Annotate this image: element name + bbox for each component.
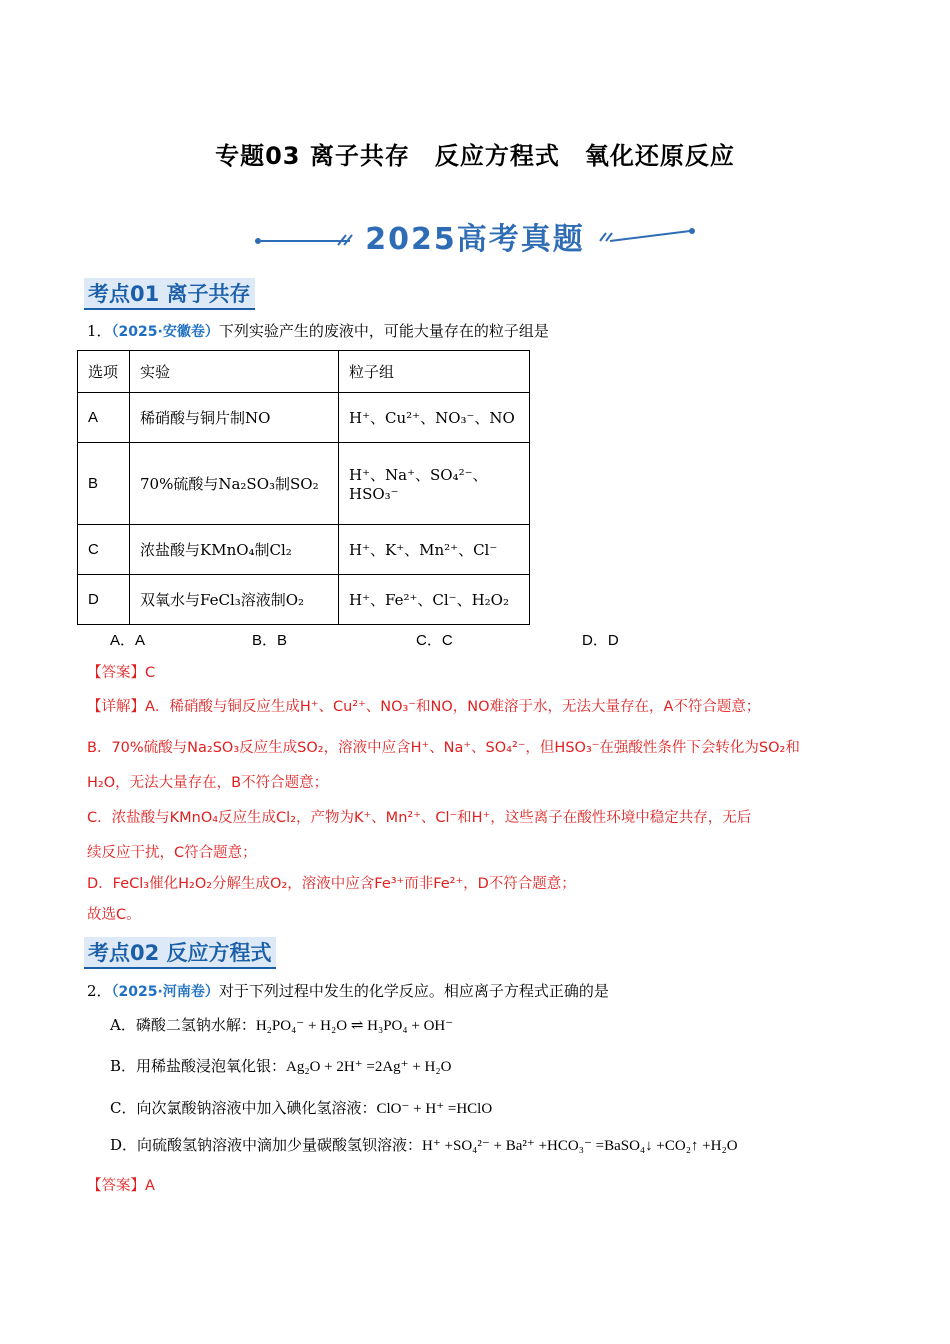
option-d [110,1134,738,1157]
question-2-stem [87,980,609,1003]
question-number: 2． [87,982,112,1000]
particle-table [77,350,530,625]
option-equation: ClO⁻ + H⁺ =HClO [376,1101,493,1117]
table-row [78,575,530,625]
table-cell: 双氧水与FeCl₃溶液制O₂ [130,575,339,625]
table-cell: 浓盐酸与KMnO₄制Cl₂ [130,525,339,575]
table-row [78,443,530,525]
question-source: （2025·安徽卷） [111,324,219,340]
detail-line: 【详解】A．稀硝酸与铜反应生成H⁺、Cu²⁺、NO₃⁻和NO，NO难溶于水，无法大量存在，A不符合题意； [87,699,761,715]
question-1-stem [87,320,549,343]
choice-d: D．D [582,632,619,649]
table-cell: H⁺、Cu²⁺、NO₃⁻、NO [339,393,530,443]
option-text: C．向次氯酸钠溶液中加入碘化氢溶液： [110,1099,377,1117]
question-source: （2025·河南卷） [111,984,219,1000]
table-cell: 稀硝酸与铜片制NO [130,393,339,443]
question-text: 对于下列过程中发生的化学反应。相应离子方程式正确的是 [218,982,609,1000]
section-heading-2: 考点02 反应方程式 [84,937,276,969]
option-b [110,1055,451,1078]
choice-b: B．B [252,632,288,649]
table-cell: D [78,575,130,625]
option-equation: Ag₂O + 2H⁺ =2Ag⁺ + H₂O [286,1059,452,1075]
table-cell: B [78,443,130,525]
choice-c: C．C [416,632,453,649]
option-text: D．向硫酸氢钠溶液中滴加少量碳酸氢钡溶液： [110,1136,423,1154]
question-number: 1． [87,322,112,340]
table-cell: H⁺、K⁺、Mn²⁺、Cl⁻ [339,525,530,575]
option-equation: H⁺ +SO₄²⁻ + Ba²⁺ +HCO₃⁻ =BaSO₄↓ +CO₂↑ +H₂O [422,1138,738,1154]
table-row [78,525,530,575]
option-equation: H₂PO₄⁻ + H₂O ⇌ H₃PO₄ + OH⁻ [255,1018,454,1034]
detail-line: B．70%硫酸与Na₂SO₃反应生成SO₂，溶液中应含H⁺、Na⁺、SO₄²⁻，但HSO₃⁻在强酸性条件下会转化为SO₂和 [87,740,800,756]
banner-title: 2025高考真题 [365,222,585,257]
table-cell: 70%硫酸与Na₂SO₃制SO₂ [130,443,339,525]
table-header: 实验 [130,351,339,393]
table-header: 粒子组 [339,351,530,393]
table-cell: A [78,393,130,443]
table-header: 选项 [78,351,130,393]
table-cell: H⁺、Na⁺、SO₄²⁻、HSO₃⁻ [339,443,530,525]
detail-line: 续反应干扰，C符合题意； [87,845,257,861]
table-header-row [78,351,530,393]
option-text: B．用稀盐酸浸泡氧化银： [110,1057,287,1075]
option-a [110,1014,453,1037]
option-text: A．磷酸二氢钠水解： [110,1016,256,1034]
question-text: 下列实验产生的废液中，可能大量存在的粒子组是 [218,322,549,340]
detail-line: H₂O，无法大量存在，B不符合题意； [87,775,329,791]
table-row [78,393,530,443]
page-title: 专题03 离子共存 反应方程式 氧化还原反应 [215,142,735,170]
answer-2: 【答案】A [87,1178,155,1194]
section-heading-1: 考点01 离子共存 [84,278,255,310]
option-c [110,1097,492,1120]
detail-line: C．浓盐酸与KMnO₄反应生成Cl₂，产物为K⁺、Mn²⁺、Cl⁻和H⁺，这些离子在酸性环境中稳定共存，无后 [87,810,752,826]
detail-line: D．FeCl₃催化H₂O₂分解生成O₂，溶液中应含Fe³⁺而非Fe²⁺，D不符合题意； [87,876,576,892]
choice-a: A．A [110,632,146,649]
table-cell: H⁺、Fe²⁺、Cl⁻、H₂O₂ [339,575,530,625]
table-cell: C [78,525,130,575]
answer-1: 【答案】C [87,665,156,681]
detail-line: 故选C。 [87,907,141,923]
